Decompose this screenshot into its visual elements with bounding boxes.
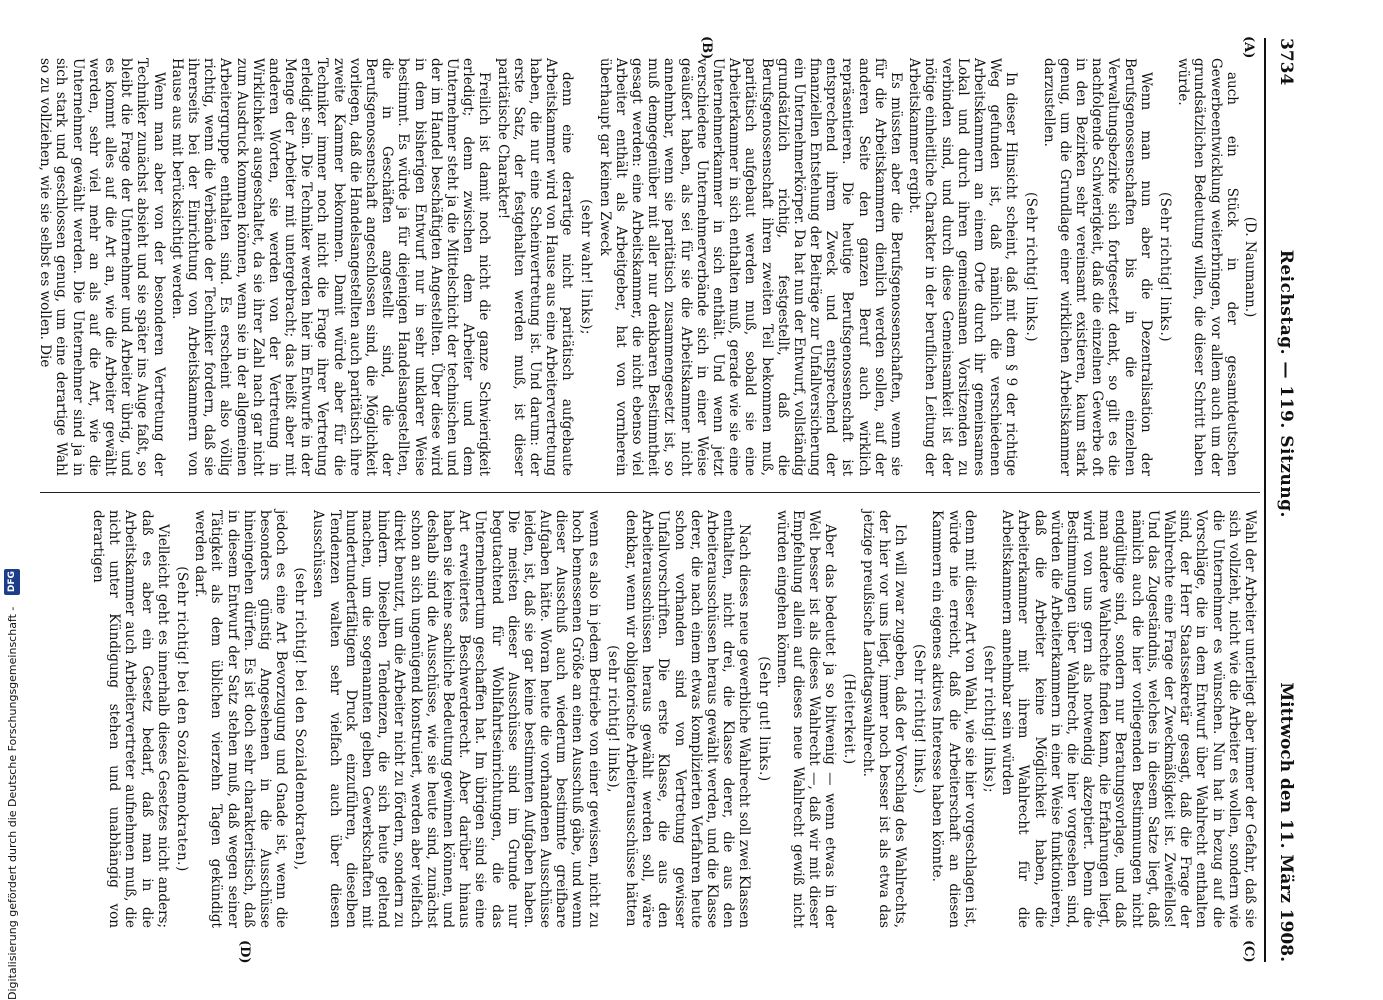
- credit-text: Digitalisierung gefördert durch die Deutsche Forschungsgemeinschaft -: [5, 606, 19, 1000]
- page-header: [1270, 38, 1302, 962]
- column-divider: [40, 492, 1260, 493]
- margin-marker-c: (C): [1241, 940, 1256, 963]
- session-date: Mittwoch den 11. März 1908.: [1276, 682, 1296, 962]
- paragraph: Nach dieses neue gewerbliche Wahlrecht soll zwei Klassen enthalten, nicht drei, die Klasse derer, die aus den Arbeiterausschüssen heraus gewählt werden, und die Klasse derer, die nach einem etwas komplizierten Verfahren heute schon vorhanden sind von Vertretung gewisser Unfallvorschriften. Die erste Klasse, die aus den Arbeiterausschüssen heraus gewählt werden soll, wäre denkbar, wenn wir obligatorische Arbeiterausschüsse hätten: [623, 510, 753, 929]
- paragraph: Ich will zwar zugeben, daß der Vorschlag des Wahlrechts, der hier vor uns liegt, immer noch besser ist als etwa das jetzige preußische Landtagswahlrecht.: [859, 510, 909, 928]
- paragraph: Wahl der Arbeiter unterliegt aber immer der Gefahr, daß sie sich vollzieht, nicht wie die Arbeiter es wollen, sondern wie die Unternehmer es wünschen. Nun hat in bezug auf die Vorschläge, die in dem Entwurf über Wahlrecht enthalten sind, der Herr Staatssekretär gesagt, daß die Frage der Wahlrechte eine Frage der Zweckmäßigkeit ist. Zweifellos! Und das Zugeständnis, welches in diesem Satze liegt, daß nämlich auch die hier vorliegenden Bestimmungen nicht endgültige sind, sondern nur Beratungsvorlage, und daß man andere Wahlrechte finden kann, die Erfahrungen liegt, wird von uns gern als notwendig akzeptiert. Denn die Bestimmungen über Wahlrecht, die hier vorgesehen sind, würden die Arbeiterkammern in einer Weise funktionieren, daß die Arbeiter keine Möglichkeit haben, die Arbeiterkammer mit ihrem Wahlrecht für die Arbeitskammern annehmbar sein würden: [999, 510, 1258, 928]
- dfg-logo: DFG: [4, 569, 20, 595]
- interjection-note: (Sehr richtig! links.): [1022, 191, 1039, 343]
- paragraph: Wenn man nun aber die Dezentralisation der Berufsgenossenschaften bis in die einzelnen Verwaltungsbezirke sich fortgesetzt denkt, so gilt es die nachfolgende Schwierigkeit, daß die einzelnen Gewerbe oft in den Bezirken sehr vereinsamt existieren, kaum stark genug, um die Grundlage einer wirklichen Arbeitskammer darzustellen.: [1040, 58, 1154, 476]
- paragraph: In dieser Hinsicht scheint, daß mit dem § 9 der richtige Weg gefunden ist, daß nämlich die verschiedenen Arbeitskammern an einem Orte durch ihr gemeinsames Lokal und durch ihren gemeinsamen Vorsitzenden zu verbinden sind, und durch diese Gemeinsamkeit ist der nötige einheitliche Charakter in der beruflichen Leitung der Arbeitskammer ergibt.: [906, 58, 1020, 476]
- paragraph: Wenn man aber von der besonderen Vertretung der Techniker zunächst absieht und sie später ins Auge faßt, so bleibt die Frage der Unternehmer und Arbeiter übrig, und es kommt alles auf die Art an, wie die Arbeiter gewählt werden, sehr viel mehr an als auf die Art, wie die Unternehmer gewählt werden. Die Unternehmer sind ja in sich stark und geschlossen genug, um eine derartige Wahl so zu vollziehen, wie sie selbst es wollen. Die: [37, 58, 167, 476]
- paragraph: denn eine derartige nicht paritätisch aufgebaute Arbeitskammer wird von Hause aus eine Arbeitervertretung haben, die nur eine Scheinvertretung ist. Und darum: der erste Satz, der festgehalten werden muß, ist dieser paritätische Charakter!: [494, 58, 576, 476]
- margin-marker-b: (B): [699, 36, 714, 60]
- interjection-note: (sehr richtig! links),: [604, 645, 621, 793]
- paragraph: denn mit dieser Art von Wahl, wie sie hier vorgeschlagen ist, würde nie erreicht, daß die Arbeiterschaft an diesen Kammern ein eigenes aktives Interesse haben könnte.: [929, 510, 978, 928]
- margin-marker-d: (D): [237, 940, 252, 964]
- margin-marker-a: (A): [1241, 36, 1256, 59]
- paragraph: Es müssten aber die Berufsgenossenschaften, wenn sie für die Arbeitskammern dienlich werden sollen, auf der anderen Seite den ganzen Beruf auch wirklich repräsentieren. Die heutige Berufsgenossenschaft ist entsprechend ihrem Zweck und entsprechend der finanziellen Entstehung der Beiträge zur Unfallversicherung ein Unternehmerkörper. Da hat nun der Entwurf, vollständig grundsätzlich richtig, festgestellt, daß die Berufsgenossenschaft ihren zweiten Teil bekommen muß, paritätisch aufgebaut werden muß, sobald sie eine Arbeiterkammer in sich enthalten muß, gerade wie sie eine Unternehmerkammer in sich enthält. Und wenn jetzt verschiedene Unternehmerverbände sich in einer Weise geäußert haben, als sei für sie die Arbeitskammer nicht annehmbar, wenn sie paritätisch zusammengesetzt ist, so muß demgegenüber mit aller nur denkbaren Bestimmtheit gesagt werden: eine Arbeitskammer, die nicht ebenso viel Arbeiter enthält als Arbeitgeber, hat von vornherein überhaupt gar keinen Zweck: [596, 58, 905, 476]
- interjection-note: (sehr richtig! bei den Sozialdemokraten),: [292, 567, 309, 871]
- page-number: 3734: [1276, 38, 1296, 86]
- paragraph: Vielleicht geht es innerhalb dieses Gesetzes nicht anders; daß es aber ein Gesetz bedarf, daß man in die Arbeitskammer auch Arbeitervertreter aufnehmen muß, die nicht unter Kündigung stehen und unabhängig von derartigen: [90, 510, 171, 928]
- paragraph: Aber das bedeutet ja so bitwenig — wenn etwas in der Welt besser ist als dieses Wahlrecht —, daß wir mit dieser Empfehlung allein auf dieses neue Wahlrecht gewiß nicht würden eingehen können.: [773, 510, 839, 928]
- paragraph: jedoch es eine Art Bevorzugung und Gnade ist, wenn die besonders günstig Angesehenen in die Ausschüsse hineingehen dürfen. Es ist doch sehr charakteristisch, daß in diesem Entwurf der Satz stehen muß, daß wegen seiner Tätigkeit als dem üblichen vierzehn Tagen gekündigt werden darf.: [192, 510, 290, 928]
- digitization-credit: [0, 0, 24, 1000]
- interjection-note: (Sehr richtig! bei den Sozialdemokraten.): [174, 566, 190, 872]
- paragraph: wenn es also in jedem Betriebe von einer gewissen, nicht zu hoch bemessenen Größe an einen Ausschuß gäbe, und wenn dieser Ausschuß auch wiederum bestimmte greifbare Aufgaben hätte. Woran heute die vorhandenen Ausschüsse leiden, ist, daß sie gar keine bestimmten Aufgaben haben. Die meisten dieser Ausschüsse sind im Grunde nur begutachtend für Wohlfahrtseinrichtungen, die das Unternehmertum geschaffen hat. Im übrigen sind sie eine Art erweitertes Beschwerderecht. Aber darüber hinaus haben sie keine sachliche Bedeutung gewinnen können, und deshalb sind die Ausschüsse, wie sie heute sind, zunächst schon an sich ungenügend konstruiert, werden aber vielfach direkt benutzt, um die Arbeiter nicht zu fördern, sondern zu hindern. Dieselben Tendenzen, die sich heute geltend machen, um die sogenannten gelben Gewerkschaften mit hundertundertfältigem Druck einzuführen, dieselben Tendenzen walten sehr vielfach auch über diesen Ausschüssen: [310, 510, 602, 928]
- speaker-name: (D. Naumann.): [1242, 216, 1258, 318]
- paragraph: Freilich ist damit noch nicht die ganze Schwierigkeit erledigt; denn zwischen dem Arbeiter und dem Unternehmer steht ja die Mittelschicht der technischen und der im Handel beschäftigten Angestellten. Über diese wird in dem bisherigen Entwurf nur in sehr unklarer Weise bestimmt. Es würde ja für diejenigen Handelsangestellten, die in Geschäften angestellt sind, die der Berufsgenossenschaft angeschlossen sind, die Möglichkeit vorliegen, daß die Handelsangestellten auch paritätisch ihre zweite Kammer bekommen. Damit würde aber für die Techniker immer noch nicht die Frage ihrer Vertretung erledigt sein. Die Techniker werden hier im Entwurfe in der Menge der Arbeiter mit untergebracht; das heißt aber mit anderen Worten, sie werden von der Vertretung in Wirklichkeit ausgeschaltet, da sie ihrer Zahl nach gar nicht zum Ausdruck kommen können, wenn sie in der allgemeinen Arbeitergruppe enthalten sind. Es erscheint also völlig richtig, wenn die Verbände der Techniker fordern, daß sie ihrerseits bei der Einrichtung von Arbeitskammern von Hause aus mit berücksichtigt werden.: [168, 58, 493, 476]
- interjection-note: (sehr richtig! links);: [981, 644, 997, 793]
- header-rule: [1264, 38, 1266, 962]
- right-text-column: [40, 510, 1258, 928]
- left-text-column: [37, 58, 1258, 476]
- paragraph: auch ein Stück in der gesamtdeutschen Gewerbeentwicklung weiterbringen, vor allem auch um der grundsätzlichen Bedeutung willen, die dieser Schritt haben würde.: [1175, 58, 1240, 476]
- interjection-note: (Sehr richtig! links.): [911, 643, 928, 795]
- interjection-note: (Sehr richtig! links.): [1157, 191, 1174, 343]
- page-title: Reichstag. — 119. Sitzung.: [1276, 249, 1296, 518]
- interjection-note: (Sehr gut! links.): [755, 656, 772, 782]
- interjection-note: (Heiterkeit.): [841, 673, 858, 765]
- interjection-note: (sehr wahr! links);: [578, 199, 595, 335]
